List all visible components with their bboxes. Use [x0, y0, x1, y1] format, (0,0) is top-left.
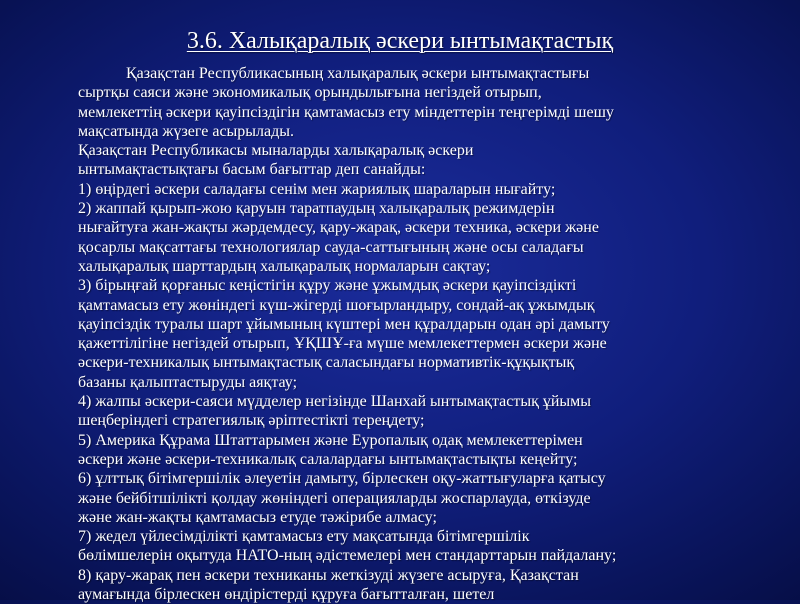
slide-body: [78, 64, 768, 604]
body-line: базаны қалыптастыруды аяқтау;: [78, 373, 298, 391]
body-line: 5) Америка Құрама Штаттарымен және Еуропалық одақ мемлекеттерімен: [78, 431, 583, 449]
body-line: мемлекеттің әскери қауіпсіздігін қамтамасыз ету міндеттерін теңгерімді шешу: [78, 103, 614, 121]
body-line: 2) жаппай қырып-жою қаруын таратпаудың халықаралық режимдерін: [78, 200, 555, 218]
body-line: қосарлы мақсаттағы технологиялар сауда-саттығының және осы саладағы: [78, 238, 584, 256]
body-line: халықаралық шарттардың халықаралық нормаларын сақтау;: [78, 257, 491, 275]
body-line: 1) өңірдегі әскери саладағы сенім мен жариялық шараларын нығайту;: [78, 180, 556, 198]
body-line: 4) жалпы әскери-саяси мүдделер негізінде Шанхай ынтымақтастық ұйымы: [78, 393, 592, 411]
body-line: 8) қару-жарақ пен әскери техниканы жеткізуді жүзеге асыруға, Қазақстан: [78, 566, 579, 584]
body-line: сыртқы саяси және экономикалық орындылығына негіздей отырып,: [78, 84, 542, 102]
body-line: 6) ұлттық бітімгершілік әлеуетін дамыту, бірлескен оқу-жаттығуларға қатысу: [78, 470, 606, 488]
body-line: бөлімшелерін оқытуда НАТО-ның әдістемелері мен стандарттарын пайдалану;: [78, 547, 617, 565]
body-line: әскери және әскери-техникалық салалардағы ынтымақтастықты кеңейту;: [78, 450, 578, 468]
body-line: шеңберіндегі стратегиялық әріптестікті тереңдету;: [78, 412, 425, 430]
body-line: нығайтуға жан-жақты жәрдемдесу, қару-жарақ, әскери техника, әскери және: [78, 219, 599, 237]
body-line: ынтымақтастықтағы басым бағыттар деп санайды:: [78, 161, 426, 179]
body-line: Қазақстан Республикасы мыналарды халықаралық әскери: [78, 142, 474, 160]
body-line: әскери-техникалық ынтымақтастық саласындағы нормативтік-құқықтық: [78, 354, 575, 372]
body-line: 7) жедел үйлесімділікті қамтамасыз ету мақсатында бітімгершілік: [78, 528, 530, 546]
body-line: 3) бірыңғай қорғаныс кеңістігін құру және ұжымдық әскери қауіпсіздікті: [78, 277, 577, 295]
body-line: қажеттілігіне негіздей отырып, ҰҚШҰ-ға мүше мемлекеттермен әскери және: [78, 335, 607, 353]
body-line: Қазақстан Республикасының халықаралық әскери ынтымақтастығы: [126, 65, 590, 82]
slide-title: 3.6. Халықаралық әскери ынтымақтастық: [186, 28, 614, 54]
body-line: қауіпсіздік туралы шарт ұйымының күштері мен құралдарын одан әрі дамыту: [78, 315, 610, 333]
body-line: және жан-жақты қамтамасыз етуде тәжірибе алмасу;: [78, 508, 437, 526]
body-line: және бейбітшілікті қолдау жөніндегі операцияларды жоспарлауда, өткізуде: [78, 489, 591, 507]
body-line: мақсатында жүзеге асырылады.: [78, 122, 295, 140]
body-line: аумағында бірлескен өндірістерді құруға бағытталған, шетел: [78, 586, 495, 604]
body-line: қамтамасыз ету жөніндегі күш-жігерді шоғырландыру, сондай-ақ ұжымдық: [78, 296, 595, 314]
